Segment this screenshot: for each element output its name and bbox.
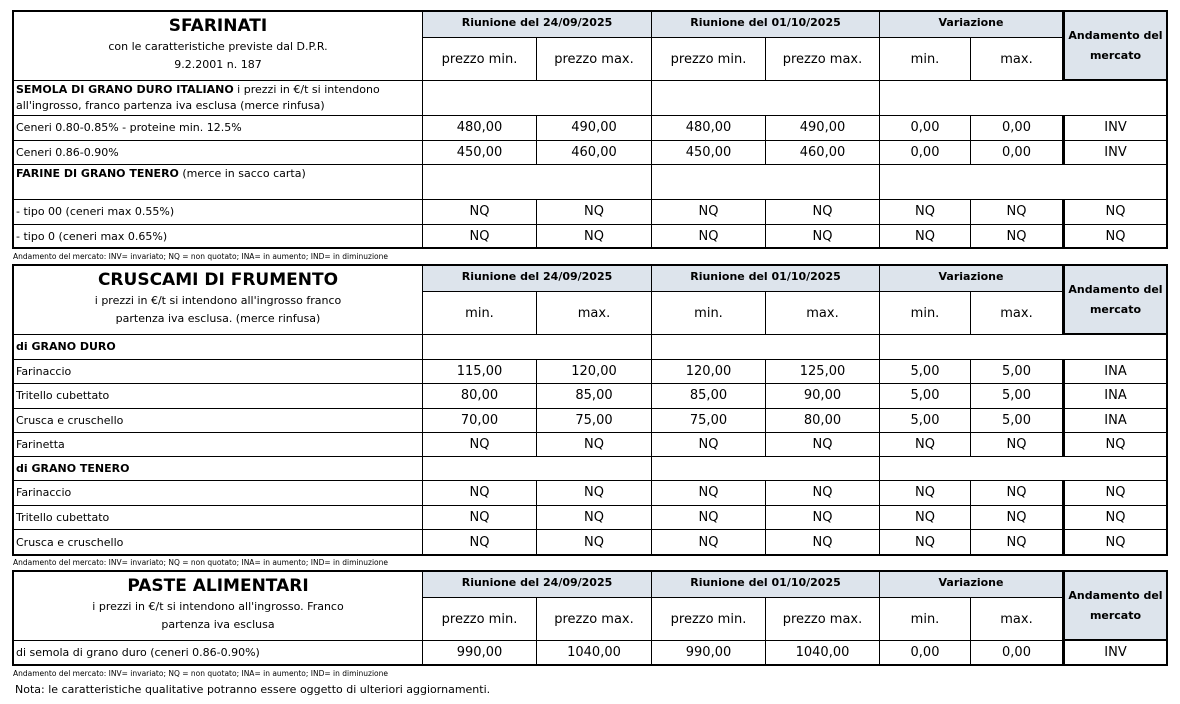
table-cell: NQ [880,433,971,457]
table-cell: NQ [652,433,766,457]
table-cell: NQ [971,200,1063,225]
header-var-max: max. [971,598,1063,641]
group-farine-bold: FARINE DI GRANO TENERO [16,167,179,180]
table-cell: NQ [1063,225,1166,250]
header-prezzo-min-1: prezzo min. [423,598,537,641]
table-cell: NQ [537,530,652,555]
table-cell: NQ [880,481,971,506]
table-cell: INV [1063,141,1166,166]
table-cell: 450,00 [652,141,766,166]
table-cell: 120,00 [652,360,766,384]
sfarinati-subtitle-2: 9.2.2001 n. 187 [174,58,262,71]
group-tenero-label: di GRANO TENERO [16,462,130,475]
group-duro-label: di GRANO DURO [16,340,116,353]
row-label: Farinaccio [14,360,423,384]
table-cell: 85,00 [652,384,766,408]
table-cell: NQ [1063,506,1166,531]
row-label: Ceneri 0.86-0.90% [14,141,423,166]
header-prezzo-max-2: prezzo max. [766,598,880,641]
table-cell: NQ [766,225,880,250]
table-cell: 0,00 [880,641,971,664]
table-cell: NQ [766,506,880,531]
table-cell: 460,00 [537,141,652,166]
header-var-max: max. [971,292,1063,335]
table-cell: 5,00 [971,409,1063,433]
table-cell: INA [1063,360,1166,384]
table-cell: INV [1063,116,1166,141]
group-semola-bold: SEMOLA DI GRANO DURO ITALIANO [16,83,234,96]
row-label: Ceneri 0.80-0.85% - proteine min. 12.5% [14,116,423,141]
table-cell: NQ [766,530,880,555]
sfarinati-subtitle-1: con le caratteristiche previste dal D.P.R. [108,40,328,53]
table-cell: 490,00 [766,116,880,141]
table-cell: 5,00 [880,360,971,384]
table-cell: NQ [971,530,1063,555]
header-riunione-2: Riunione del 01/10/2025 [652,266,880,292]
table-cell: NQ [1063,481,1166,506]
header-var-min: min. [880,598,971,641]
table-cell: 120,00 [537,360,652,384]
table-cell: NQ [423,530,537,555]
header-andamento: Andamento del mercato [1063,572,1166,641]
header-max-1: max. [537,292,652,335]
table-cell: NQ [971,506,1063,531]
table-cell: 0,00 [971,141,1063,166]
group-semola-line2: all'ingrosso, franco partenza iva esclusa (merce rinfusa) [16,99,325,112]
sfarinati-title-block [14,12,423,81]
table-cell: 115,00 [423,360,537,384]
table-cell: 1040,00 [537,641,652,664]
cruscami-subtitle-1: i prezzi in €/t si intendono all'ingrosso franco [94,294,342,307]
row-label: - tipo 00 (ceneri max 0.55%) [14,200,423,225]
table-cell: 5,00 [880,409,971,433]
row-label: di semola di grano duro (ceneri 0.86-0.90%) [14,641,423,664]
cruscami-group-duro [14,335,423,360]
paste-subtitle-2: partenza iva esclusa [161,618,275,631]
table-cell: NQ [971,433,1063,457]
cruscami-title: CRUSCAMI DI FRUMENTO [97,270,339,290]
header-riunione-1: Riunione del 24/09/2025 [423,266,652,292]
table-cell: NQ [1063,200,1166,225]
table-cell: NQ [537,433,652,457]
legend-paste: Andamento del mercato: INV= invariato; NQ = non quotato; INA= in aumento; IND= in diminuzione [13,669,388,678]
header-prezzo-min-2: prezzo min. [652,38,766,81]
table-cell: 90,00 [766,384,880,408]
table-cell: 1040,00 [766,641,880,664]
sfarinati-group-farine [14,165,423,200]
header-variazione: Variazione [880,572,1063,598]
table-cell: NQ [971,481,1063,506]
table-cell: NQ [423,506,537,531]
paste-subtitle-1: i prezzi in €/t si intendono all'ingrosso. Franco [92,600,344,613]
header-prezzo-min-2: prezzo min. [652,598,766,641]
table-cell: INA [1063,384,1166,408]
table-cell: NQ [652,481,766,506]
header-variazione: Variazione [880,12,1063,38]
table-cell: 75,00 [537,409,652,433]
table-cell: 0,00 [971,641,1063,664]
row-label: Tritello cubettato [14,506,423,531]
table-cell: 75,00 [652,409,766,433]
header-andamento: Andamento del mercato [1063,266,1166,335]
table-cell: NQ [537,225,652,250]
table-cell: 0,00 [971,116,1063,141]
table-cell: 70,00 [423,409,537,433]
header-riunione-2: Riunione del 01/10/2025 [652,572,880,598]
legend-sfarinati: Andamento del mercato: INV= invariato; NQ = non quotato; INA= in aumento; IND= in diminuzione [13,252,388,261]
table-cell: 125,00 [766,360,880,384]
header-var-min: min. [880,292,971,335]
sfarinati-title: SFARINATI [168,16,268,36]
table-cell: 450,00 [423,141,537,166]
table-cell: 990,00 [423,641,537,664]
sfarinati-group-semola [14,81,423,116]
table-cell: NQ [652,506,766,531]
row-label: Farinetta [14,433,423,457]
table-cell: INA [1063,409,1166,433]
header-variazione: Variazione [880,266,1063,292]
table-cell: NQ [1063,530,1166,555]
cruscami-title-block [14,266,423,335]
group-farine-rest: (merce in sacco carta) [178,167,306,180]
legend-cruscami: Andamento del mercato: INV= invariato; NQ = non quotato; INA= in aumento; IND= in diminuzione [13,558,388,567]
table-cell: NQ [423,225,537,250]
table-cell: NQ [423,481,537,506]
table-cell: 0,00 [880,116,971,141]
sfarinati-table [12,10,1168,249]
header-prezzo-max-2: prezzo max. [766,38,880,81]
header-prezzo-min-1: prezzo min. [423,38,537,81]
table-cell: NQ [423,200,537,225]
table-cell: NQ [652,200,766,225]
table-cell: NQ [652,225,766,250]
footnote: Nota: le caratteristiche qualitative potranno essere oggetto di ulteriori aggiornamenti. [15,683,491,696]
header-var-max: max. [971,38,1063,81]
row-label: Crusca e cruschello [14,530,423,555]
header-riunione-2: Riunione del 01/10/2025 [652,12,880,38]
row-label: Tritello cubettato [14,384,423,408]
table-cell: NQ [766,481,880,506]
table-cell: 5,00 [880,384,971,408]
header-max-2: max. [766,292,880,335]
table-cell: 5,00 [971,384,1063,408]
table-cell: NQ [1063,433,1166,457]
header-riunione-1: Riunione del 24/09/2025 [423,12,652,38]
paste-title-block [14,572,423,641]
table-cell: NQ [971,225,1063,250]
table-cell: NQ [766,200,880,225]
table-cell: NQ [537,481,652,506]
cruscami-group-tenero [14,457,423,481]
table-cell: NQ [880,506,971,531]
row-label: - tipo 0 (ceneri max 0.65%) [14,225,423,250]
header-prezzo-max-1: prezzo max. [537,38,652,81]
table-cell: 80,00 [423,384,537,408]
table-cell: NQ [880,530,971,555]
table-cell: 5,00 [971,360,1063,384]
table-cell: NQ [423,433,537,457]
table-cell: 460,00 [766,141,880,166]
cruscami-table [12,264,1168,556]
table-cell: 0,00 [880,141,971,166]
table-cell: NQ [537,506,652,531]
table-cell: NQ [652,530,766,555]
header-min-1: min. [423,292,537,335]
paste-title: PASTE ALIMENTARI [127,576,309,596]
table-cell: NQ [766,433,880,457]
header-andamento: Andamento del mercato [1063,12,1166,81]
table-cell: 990,00 [652,641,766,664]
table-cell: 80,00 [766,409,880,433]
group-semola-rest: i prezzi in €/t si intendono [233,83,380,96]
table-cell: NQ [880,225,971,250]
header-riunione-1: Riunione del 24/09/2025 [423,572,652,598]
table-cell: 480,00 [652,116,766,141]
table-cell: 480,00 [423,116,537,141]
header-min-2: min. [652,292,766,335]
row-label: Crusca e cruschello [14,409,423,433]
row-label: Farinaccio [14,481,423,506]
cruscami-subtitle-2: partenza iva esclusa. (merce rinfusa) [115,312,321,325]
paste-table [12,570,1168,666]
table-cell: NQ [537,200,652,225]
table-cell: INV [1063,641,1166,664]
table-cell: 490,00 [537,116,652,141]
header-var-min: min. [880,38,971,81]
table-cell: 85,00 [537,384,652,408]
table-cell: NQ [880,200,971,225]
header-prezzo-max-1: prezzo max. [537,598,652,641]
